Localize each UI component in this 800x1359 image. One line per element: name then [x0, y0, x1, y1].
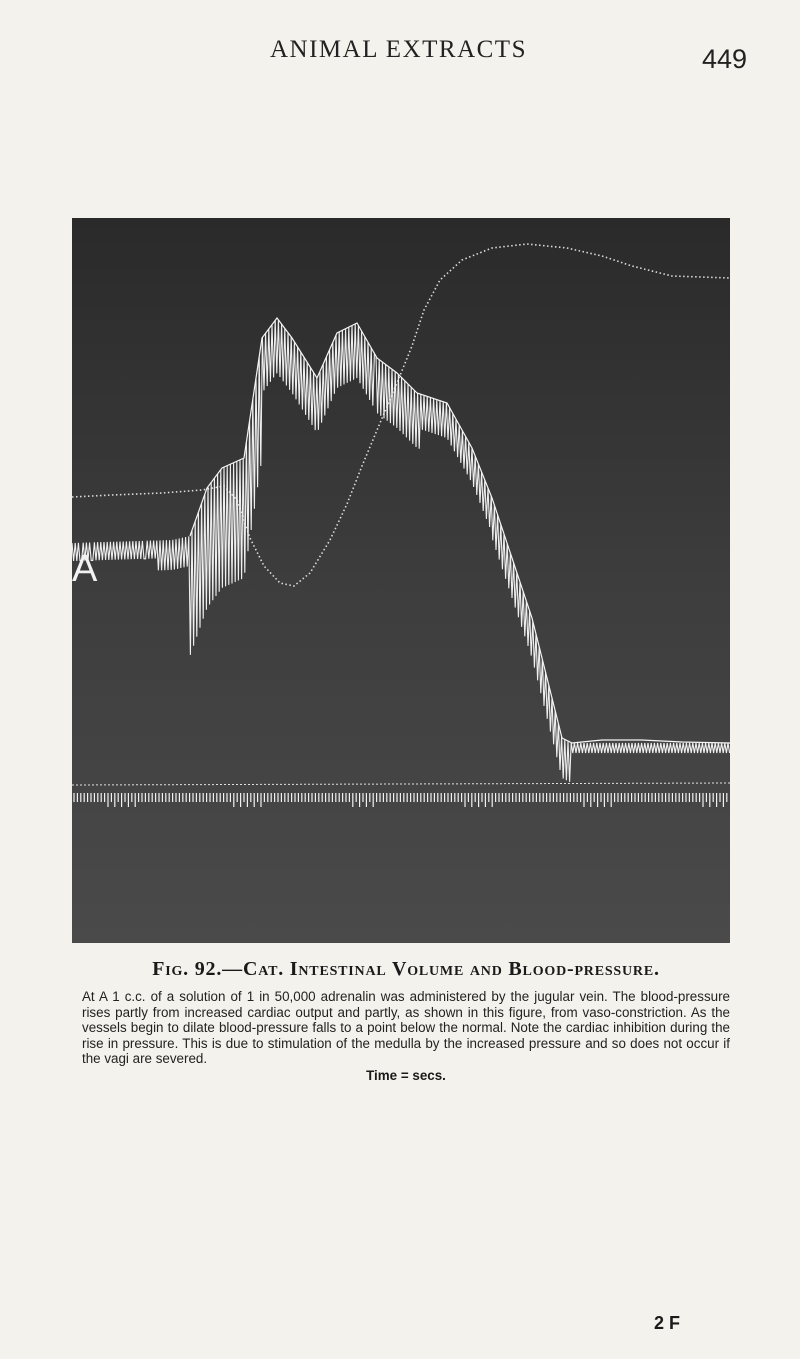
page-number: 449	[702, 44, 748, 74]
kymograph-tracing	[72, 218, 730, 943]
time-note: Time = secs.	[366, 1067, 446, 1083]
figure-title: Fig. 92.—Cat. Intestinal Volume and Blood-pressure.	[152, 958, 660, 980]
running-head	[0, 30, 800, 80]
plate-letter-a: A	[72, 548, 98, 590]
plate-background	[72, 218, 730, 943]
figure-description: At A 1 c.c. of a solution of 1 in 50,000 adrenalin was administered by the jugular vein. The blood-pressure rises partly from increased cardiac output and partly, as shown in this figure, from vaso-constriction. As the vessels begin to dilate blood-pressure falls to a point below the normal. Note the cardiac inhibition during the rise in pressure. This is due to stimulation of the medulla by the increased pressure and so does not occur if the vagi are severed.	[82, 989, 730, 1066]
signature-mark: 2 F	[654, 1313, 681, 1333]
running-title: ANIMAL EXTRACTS	[270, 36, 527, 63]
figure-caption	[82, 958, 730, 1083]
figure-plate	[72, 218, 730, 943]
